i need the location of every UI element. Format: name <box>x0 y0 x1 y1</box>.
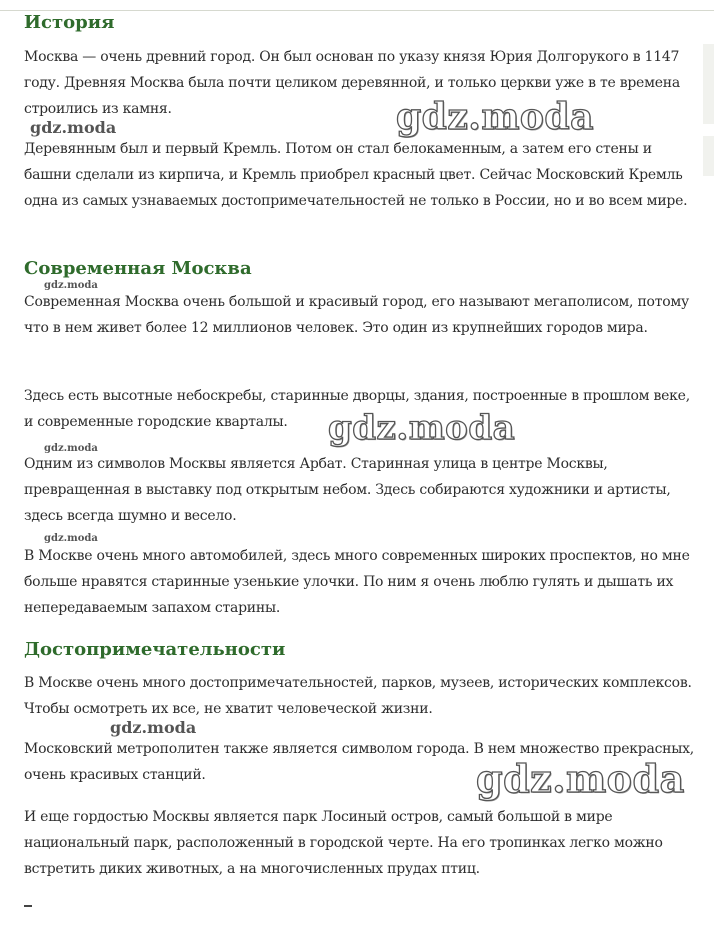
paragraph: В Москве очень много автомобилей, здесь много современных широких проспектов, но мне больше нравятся старинные узенькие улочки. По ним я очень люблю гулять и дышать их непередаваемым запахом старины. <box>24 548 690 616</box>
paragraph: Московский метрополитен также является символом города. В нем множество прекрасных, очень красивых станций. <box>24 741 694 783</box>
watermark-logo: gdz.moda <box>44 280 98 291</box>
section-title: Современная Москва <box>24 258 252 279</box>
watermark-logo: gdz.moda <box>476 756 685 801</box>
section-title: История <box>24 12 115 33</box>
paragraph: Москва — очень древний город. Он был основан по указу князя Юрия Долгорукого в 1147 году. Древняя Москва была почти целиком деревянной, и только церкви уже в те времена строились из камня. <box>24 49 680 117</box>
paragraph: Здесь есть высотные небоскребы, старинные дворцы, здания, построенные в прошлом веке, и современные городские кварталы. <box>24 388 690 430</box>
section-title: Достопримечательности <box>24 639 286 660</box>
side-strip <box>703 44 714 124</box>
watermark-logo: gdz.moda <box>396 96 594 138</box>
paragraph: В Москве очень много достопримечательностей, парков, музеев, исторических комплексов. Чтобы осмотреть их все, не хватит человеческой жизни. <box>24 675 692 717</box>
watermark-logo: gdz.moda <box>30 118 117 137</box>
watermark-logo: gdz.moda <box>44 533 98 544</box>
paragraph: Деревянным был и первый Кремль. Потом он стал белокаменным, а затем его стены и башни сделали из кирпича, и Кремль приобрел красный цвет. Сейчас Московский Кремль одна из самых узнаваемых достопримечательностей не только в России, но и во всем мире. <box>24 141 688 209</box>
side-strip <box>703 136 714 176</box>
paragraph: И еще гордостью Москвы является парк Лосиный остров, самый большой в мире национальный парк, расположенный в городской черте. На его тропинках легко можно встретить диких животных, а на многочисленных прудах птиц. <box>24 809 663 877</box>
watermark-logo: gdz.moda <box>328 408 516 448</box>
watermark-logo: gdz.moda <box>110 718 197 737</box>
paragraph: Одним из символов Москвы является Арбат. Старинная улица в центре Москвы, превращенная в выставку под открытым небом. Здесь собираются художники и артисты, здесь всегда шумно и весело. <box>24 456 671 524</box>
end-dash <box>24 905 32 907</box>
paragraph: Современная Москва очень большой и красивый город, его называют мегаполисом, потому что в нем живет более 12 миллионов человек. Это один из крупнейших городов мира. <box>24 294 690 336</box>
watermark-logo: gdz.moda <box>44 443 98 454</box>
